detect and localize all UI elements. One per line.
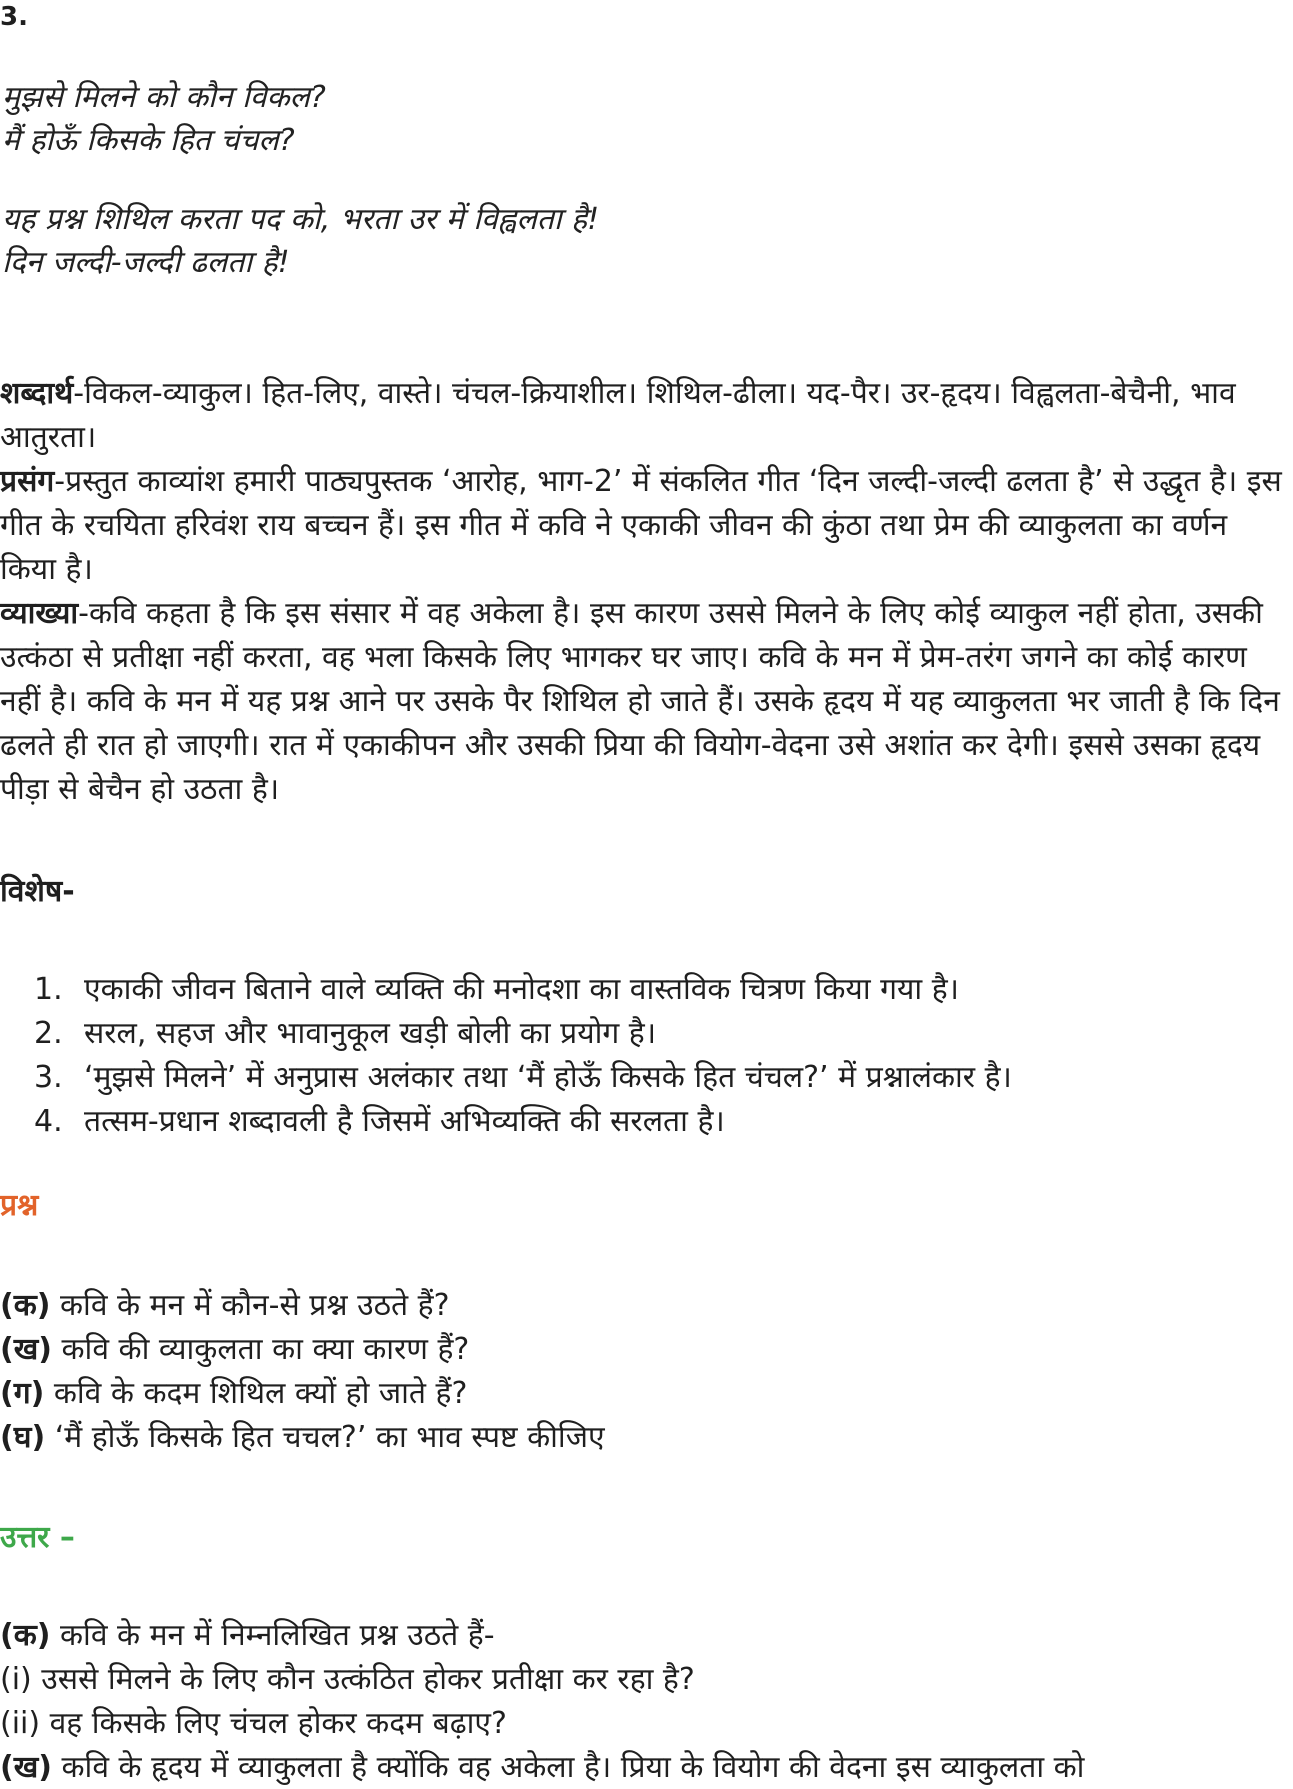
list-item: 4. तत्सम-प्रधान शब्दावली है जिसमें अभिव्यक्ति की सरलता है।	[34, 1104, 725, 1139]
question-number: 3.	[0, 2, 28, 32]
vishesh-list	[0, 968, 1012, 1144]
prasang-label: प्रसंग	[0, 464, 55, 499]
prashn-heading: प्रश्न	[0, 1188, 39, 1223]
prasang-paragraph	[0, 460, 1290, 592]
shabdarth-text: -विकल-व्याकुल। हित-लिए, वास्ते। चंचल-क्रियाशील। शिथिल-ढीला। यद-पैर। उर-हृदय। विह्वलता-बेचैनी, भाव आतुरता।	[0, 376, 1236, 455]
verse-line: यह प्रश्न शिथिल करता पद को, भरता उर में विह्वलता है!	[2, 202, 600, 237]
verse-stanza-1	[2, 76, 1282, 162]
answer-line: (ख) कवि के हृदय में व्याकुलता है क्योंकि वह अकेला है। प्रिया के वियोग की वेदना इस व्याकुलता को	[0, 1750, 1085, 1785]
question-item: (ग) कवि के कदम शिथिल क्यों हो जाते हैं?	[0, 1376, 468, 1411]
list-item: 3. ‘मुझसे मिलने’ में अनुप्रास अलंकार तथा ‘मैं होऊँ किसके हित चंचल?’ में प्रश्नालंकार है।	[34, 1060, 1012, 1095]
verse-stanza-2	[2, 198, 1282, 284]
question-item: (क) कवि के मन में कौन-से प्रश्न उठते हैं?	[0, 1288, 450, 1323]
shabdarth-paragraph	[0, 372, 1290, 460]
verse-line: मैं होऊँ किसके हित चंचल?	[2, 123, 295, 158]
prasang-text: -प्रस्तुत काव्यांश हमारी पाठ्यपुस्तक ‘आरोह, भाग-2’ में संकलित गीत ‘दिन जल्दी-जल्दी ढलता है’ से उद्धृत है। इस गीत के रचयिता हरिवंश राय बच्चन हैं। इस गीत में कवि ने एकाकी जीवन की कुंठा तथा प्रेम की व्याकुलता का वर्णन किया है।	[0, 464, 1282, 587]
verse-line: मुझसे मिलने को कौन विकल?	[2, 80, 326, 115]
answer-line: (i) उससे मिलने के लिए कौन उत्कंठित होकर प्रतीक्षा कर रहा है?	[0, 1662, 695, 1697]
shabdarth-label: शब्दार्थ	[0, 376, 74, 411]
list-item: 2. सरल, सहज और भावानुकूल खड़ी बोली का प्रयोग है।	[34, 1016, 657, 1051]
uttar-block	[0, 1614, 1290, 1789]
answer-line: (ii) वह किसके लिए चंचल होकर कदम बढ़ाए?	[0, 1706, 507, 1741]
vyakhya-paragraph	[0, 592, 1290, 812]
question-item: (ख) कवि की व्याकुलता का क्या कारण हैं?	[0, 1332, 470, 1367]
vyakhya-label: व्याख्या	[0, 596, 79, 631]
answer-line: (क) कवि के मन में निम्नलिखित प्रश्न उठते हैं-	[0, 1618, 495, 1653]
prashn-list	[0, 1284, 1290, 1460]
vyakhya-text: -कवि कहता है कि इस संसार में वह अकेला है। इस कारण उससे मिलने के लिए कोई व्याकुल नहीं होता, उसकी उत्कंठा से प्रतीक्षा नहीं करता, वह भला किसके लिए भागकर घर जाए। कवि के मन में प्रेम-तरंग जगने का कोई कारण नहीं है। कवि के मन में यह प्रश्न आने पर उसके पैर शिथिल हो जाते हैं। उसके हृदय में यह व्याकुलता भर जाती है कि दिन ढलते ही रात हो जाएगी। रात में एकाकीपन और उसकी प्रिया की वियोग-वेदना उसे अशांत कर देगी। इससे उसका हृदय पीड़ा से बेचैन हो उठता है।	[0, 596, 1280, 807]
list-item: 1. एकाकी जीवन बिताने वाले व्यक्ति की मनोदशा का वास्तविक चित्रण किया गया है।	[34, 972, 960, 1007]
vishesh-heading: विशेष-	[0, 874, 75, 909]
uttar-heading: उत्तर –	[0, 1520, 75, 1555]
verse-line: दिन जल्दी-जल्दी ढलता है!	[2, 245, 290, 280]
question-item: (घ) ‘मैं होऊँ किसके हित चचल?’ का भाव स्पष्ट कीजिए	[0, 1420, 605, 1455]
